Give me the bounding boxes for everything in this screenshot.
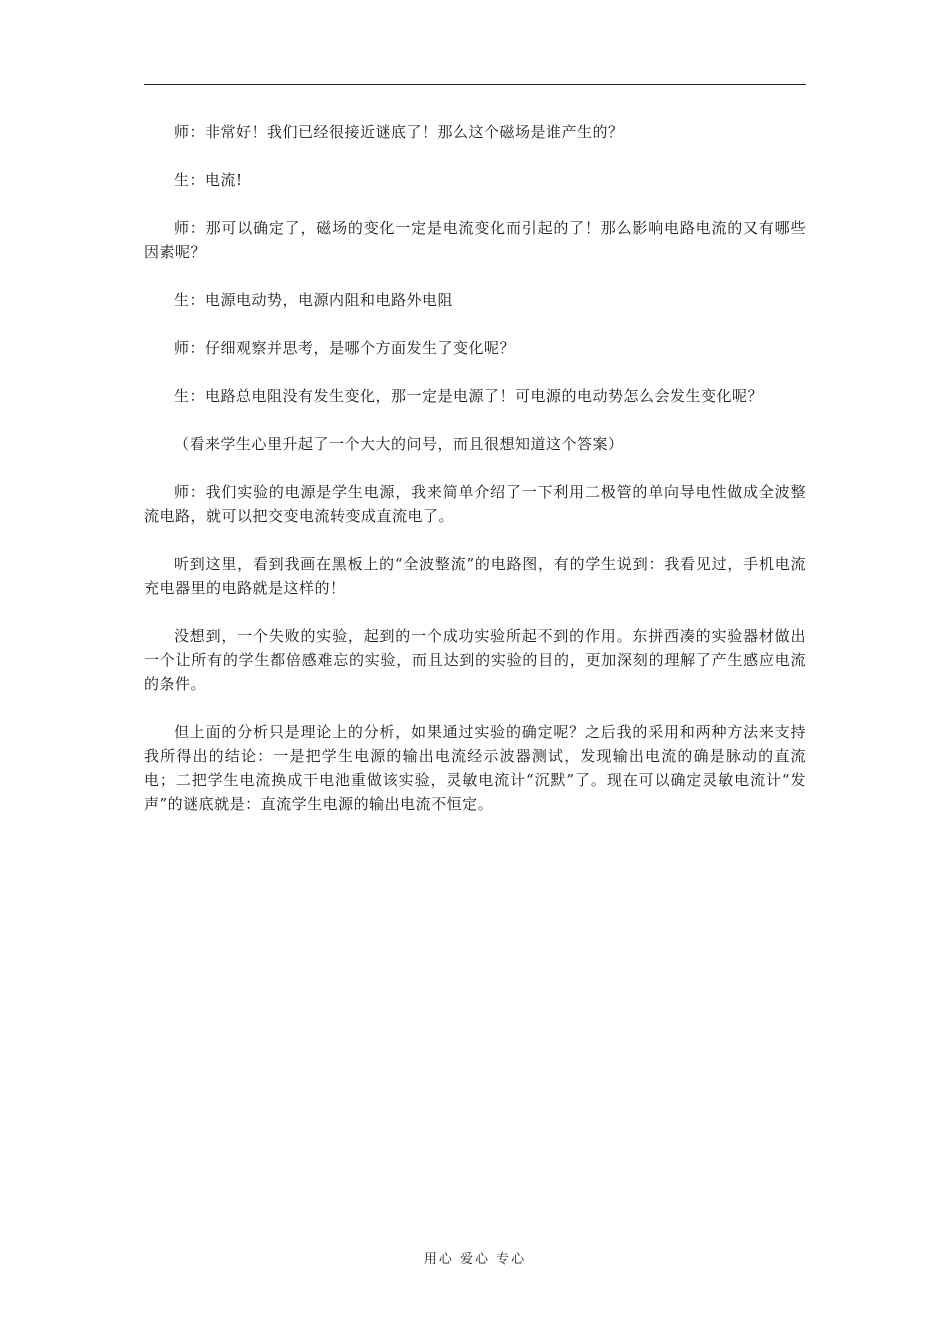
paragraph-6: 生：电路总电阻没有发生变化，那一定是电源了！可电源的电动势怎么会发生变化呢？ (174, 387, 764, 405)
paragraph-9: 听到这里，看到我画在黑板上的“全波整流”的电路图，有的学生说到：我看见过，手机电流充电器里的电路就是这样的！ (144, 555, 806, 597)
page-footer: 用心 爱心 专心 (423, 1252, 527, 1267)
paragraph-11: 但上面的分析只是理论上的分析，如果通过实验的确定呢？之后我的采用和两种方法来支持我所得出的结论：一是把学生电源的输出电流经示波器测试，发现输出电流的确是脉动的直流电；二把学生电流换成干电池重做该实验，灵敏电流计“沉默”了。现在可以确定灵敏电流计“发声”的谜底就是：直流学生电源的输出电流不恒定。 (144, 723, 806, 813)
paragraph-2: 生：电流! (174, 171, 243, 189)
paragraph-3: 师：那可以确定了，磁场的变化一定是电流变化而引起的了！那么影响电路电流的又有哪些因素呢？ (144, 219, 806, 261)
paragraph-4: 生：电源电动势，电源内阻和电路外电阻 (174, 291, 454, 309)
paragraph-8: 师：我们实验的电源是学生电源，我来简单介绍了一下利用二极管的单向导电性做成全波整流电路，就可以把交变电流转变成直流电了。 (144, 483, 806, 525)
paragraph-10: 没想到，一个失败的实验，起到的一个成功实验所起不到的作用。东拼西凑的实验器材做出一个让所有的学生都倍感难忘的实验，而且达到的实验的目的，更加深刻的理解了产生感应电流的条件。 (144, 627, 806, 693)
paragraph-7: （看来学生心里升起了一个大大的问号，而且很想知道这个答案） (174, 435, 624, 453)
document-body (144, 120, 806, 840)
paragraph-5: 师：仔细观察并思考，是哪个方面发生了变化呢？ (174, 339, 516, 357)
header-rule (144, 84, 806, 85)
paragraph-1: 师：非常好！我们已经很接近谜底了！那么这个磁场是谁产生的？ (174, 123, 624, 141)
